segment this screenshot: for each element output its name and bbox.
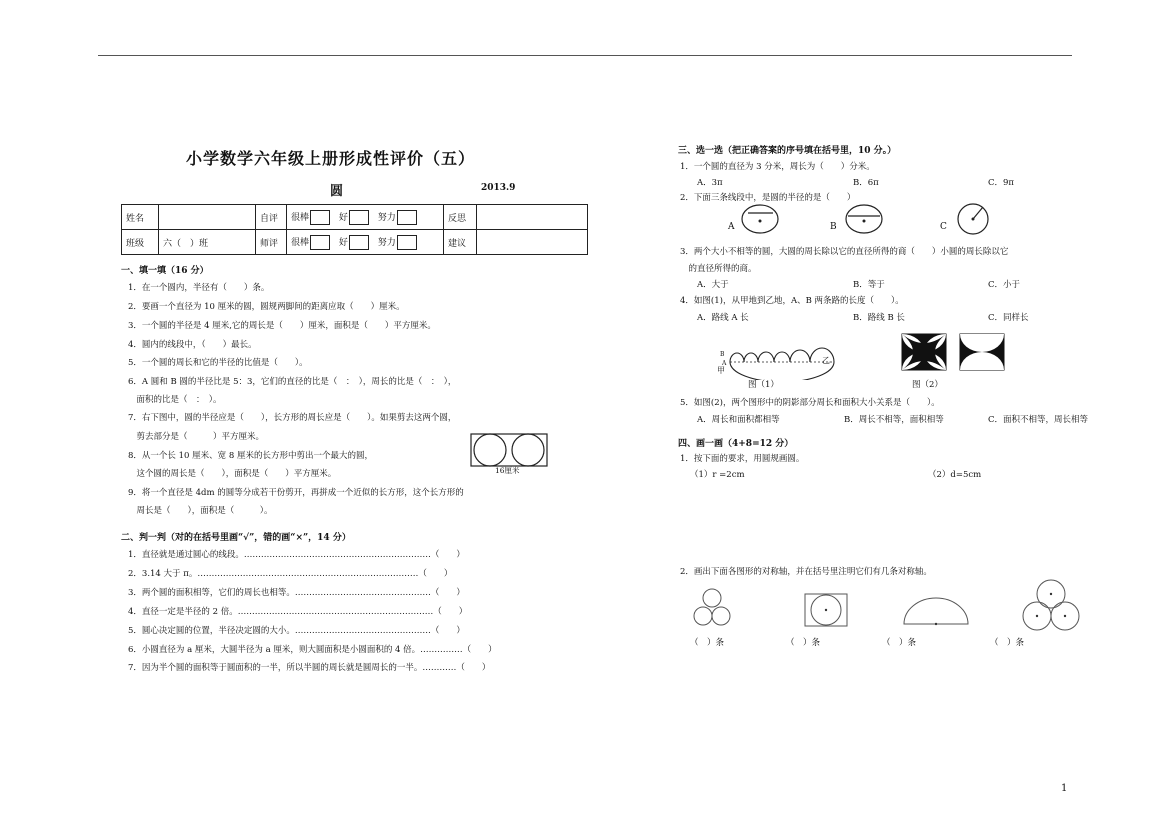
three-circles-figure [693,586,731,630]
top-rule [98,55,1072,56]
effort-label: 努力 [377,212,396,223]
s2-item: 1．直径就是通过圆心的线段。…………………………………………………………（ ） [128,550,465,560]
s3-q5: 5．如图(2)，两个图形中的阴影部分周长和面积大小关系是（ ）。 [680,398,940,408]
very-good-checkbox[interactable] [310,235,330,250]
name-label: 姓名 [122,205,159,230]
s3-q2: 2．下面三条线段中，是圆的半径的是（ ） [680,193,856,203]
s2-item: 4．直径一定是半径的 2 倍。……………………………………………………………（ ） [128,607,468,617]
s3-q4-opt: B．路线 B 长 [853,313,905,323]
suggestion-label: 建议 [444,230,477,255]
s4-q1-a: （1）r =2cm [690,470,745,480]
s2-item: 3．两个圆的面积相等，它们的周长也相等。…………………………………………（ ） [128,588,465,598]
s1-item: 这个圆的周长是（ ），面积是（ ）平方厘米。 [128,469,337,479]
s3-q3-line1: 3．两个大小不相等的圆，大圆的周长除以它的直径所得的商（ ）小圆的周长除以它 [680,247,1009,257]
section4-heading: 四、画一画（4+8=12 分） [678,439,794,449]
option-b-label: B [830,222,837,232]
figure-label: 16厘米 [495,466,520,475]
good-checkbox[interactable] [349,235,369,250]
routes-figure [712,330,837,380]
s3-q3-opt: C．小于 [988,280,1021,290]
s1-item: 7．右下图中，圆的半径应是（ ），长方形的周长应是（ ）。如果剪去这两个圆， [128,413,457,423]
shaded-squares-figure [901,332,1007,372]
s3-q1-opt: C．9π [988,178,1014,188]
s1-item: 面积的比是（ ： ）。 [128,395,222,405]
overlapping-circles-figure [1015,576,1087,636]
teacher-eval-label: 师评 [256,230,287,255]
info-table [121,204,588,255]
class-label: 班级 [122,230,159,255]
s3-q4-opt: A．路线 A 长 [697,313,749,323]
s3-q5-opt: B．周长不相等，面积相等 [844,415,944,425]
symmetry-answer[interactable]: （ ）条 [786,638,821,648]
self-eval-label: 自评 [256,205,287,230]
s1-item: 8．从一个长 10 厘米、宽 8 厘米的长方形中剪出一个最大的圆， [128,451,373,461]
option-c-label: C [940,222,947,232]
s1-item: 剪去部分是（ ）平方厘米。 [128,432,265,442]
feedback-label: 反思 [444,205,477,230]
very-good-checkbox[interactable] [310,210,330,225]
very-good-label: 很棒 [291,212,310,223]
s3-q1: 1．一个圆的直径为 3 分米，周长为（ ）分米。 [680,162,875,172]
effort-checkbox[interactable] [397,210,417,225]
s3-q3-opt: B．等于 [853,280,885,290]
s1-item: 9．将一个直径是 4dm 的圆等分成若干份剪开，再拼成一个近似的长方形，这个长方形的 [128,488,464,498]
s1-item: 6．A 圆和 B 圆的半径比是 5：3，它们的直径的比是（ ： ），周长的比是（ ： ）， [128,377,457,387]
section2-heading: 二、判一判（对的在括号里画“√”，错的画“×”，14 分） [121,533,351,543]
s3-q4: 4．如图(1)，从甲地到乙地，A、B 两条路的长度（ ）。 [680,296,904,306]
figure2-caption: 图（2） [912,380,943,390]
s1-item: 周长是（ ），面积是（ ）。 [128,506,273,516]
s1-item: 2．要画一个直径为 10 厘米的圆，圆规两脚间的距离应取（ ）厘米。 [128,302,405,312]
very-good-label: 很棒 [291,237,310,248]
square-with-circle-figure [803,592,851,628]
name-field[interactable] [159,205,256,230]
s2-item: 2．3.14 大于 π。……………………………………………………………………（ ） [128,569,453,579]
symmetry-answer[interactable]: （ ）条 [882,638,917,648]
s4-q2: 2．画出下面各图形的对称轴，并在括号里注明它们有几条对称轴。 [680,567,932,577]
subtitle: 圆 [330,184,344,199]
s3-q1-opt: B．6π [853,178,879,188]
s4-q1-b: （2）d=5cm [928,470,982,480]
good-label: 好 [338,237,348,248]
s1-item: 5．一个圆的周长和它的半径的比值是（ ）。 [128,358,308,368]
good-checkbox[interactable] [349,210,369,225]
figure1-caption: 图（1） [748,380,779,390]
s4-q1: 1．按下面的要求，用圆规画圆。 [680,454,805,464]
end-label: 乙 [822,356,830,365]
effort-checkbox[interactable] [397,235,417,250]
route-a-label: A [722,360,727,367]
route-b-label: B [720,351,725,358]
s3-q5-opt: A．周长和面积都相等 [697,415,780,425]
feedback-field[interactable] [477,205,588,230]
suggestion-field[interactable] [477,230,588,255]
circle-option-c-figure [955,201,991,237]
s3-q3-line2: 的直径所得的商。 [680,264,757,274]
semicircle-figure [900,594,972,628]
option-a-label: A [728,222,735,232]
effort-label: 努力 [377,237,396,248]
teacher-eval-boxes [287,230,444,255]
start-label: 甲 [717,366,725,375]
s2-item: 6．小圆直径为 a 厘米，大圆半径为 a 厘米，则大圆面积是小圆面积的 4 倍。……………（ ） [128,645,497,655]
circle-option-b-figure [844,203,884,235]
page-number: 1 [1061,783,1068,794]
page-title: 小学数学六年级上册形成性评价（五） [186,149,476,168]
section3-heading: 三、选一选（把正确答案的序号填在括号里，10 分。） [678,146,897,156]
s3-q5-opt: C．面积不相等，周长相等 [988,415,1089,425]
s1-item: 3．一个圆的半径是 4 厘米,它的周长是（ ）厘米，面积是（ ）平方厘米。 [128,321,436,331]
s1-item: 1．在一个圆内，半径有（ ）条。 [128,283,270,293]
symmetry-answer[interactable]: （ ）条 [690,638,725,648]
self-eval-boxes [287,205,444,230]
s2-item: 5．圆心决定圆的位置，半径决定圆的大小。…………………………………………（ ） [128,626,465,636]
symmetry-answer[interactable]: （ ）条 [990,638,1025,648]
good-label: 好 [338,212,348,223]
s2-item: 7．因为半个圆的面积等于圆面积的一半，所以半圆的周长就是圆周长的一半。…………（ ） [128,663,491,673]
section1-heading: 一、填一填（16 分） [121,266,209,276]
circle-option-a-figure [740,203,780,235]
s3-q3-opt: A．大于 [697,280,729,290]
s3-q4-opt: C．同样长 [988,313,1029,323]
s3-q1-opt: A．3π [697,178,723,188]
class-value[interactable]: 六（ ）班 [159,230,256,255]
date: 2013.9 [481,183,516,193]
s1-item: 4．圆内的线段中，（ ）最长。 [128,340,257,350]
